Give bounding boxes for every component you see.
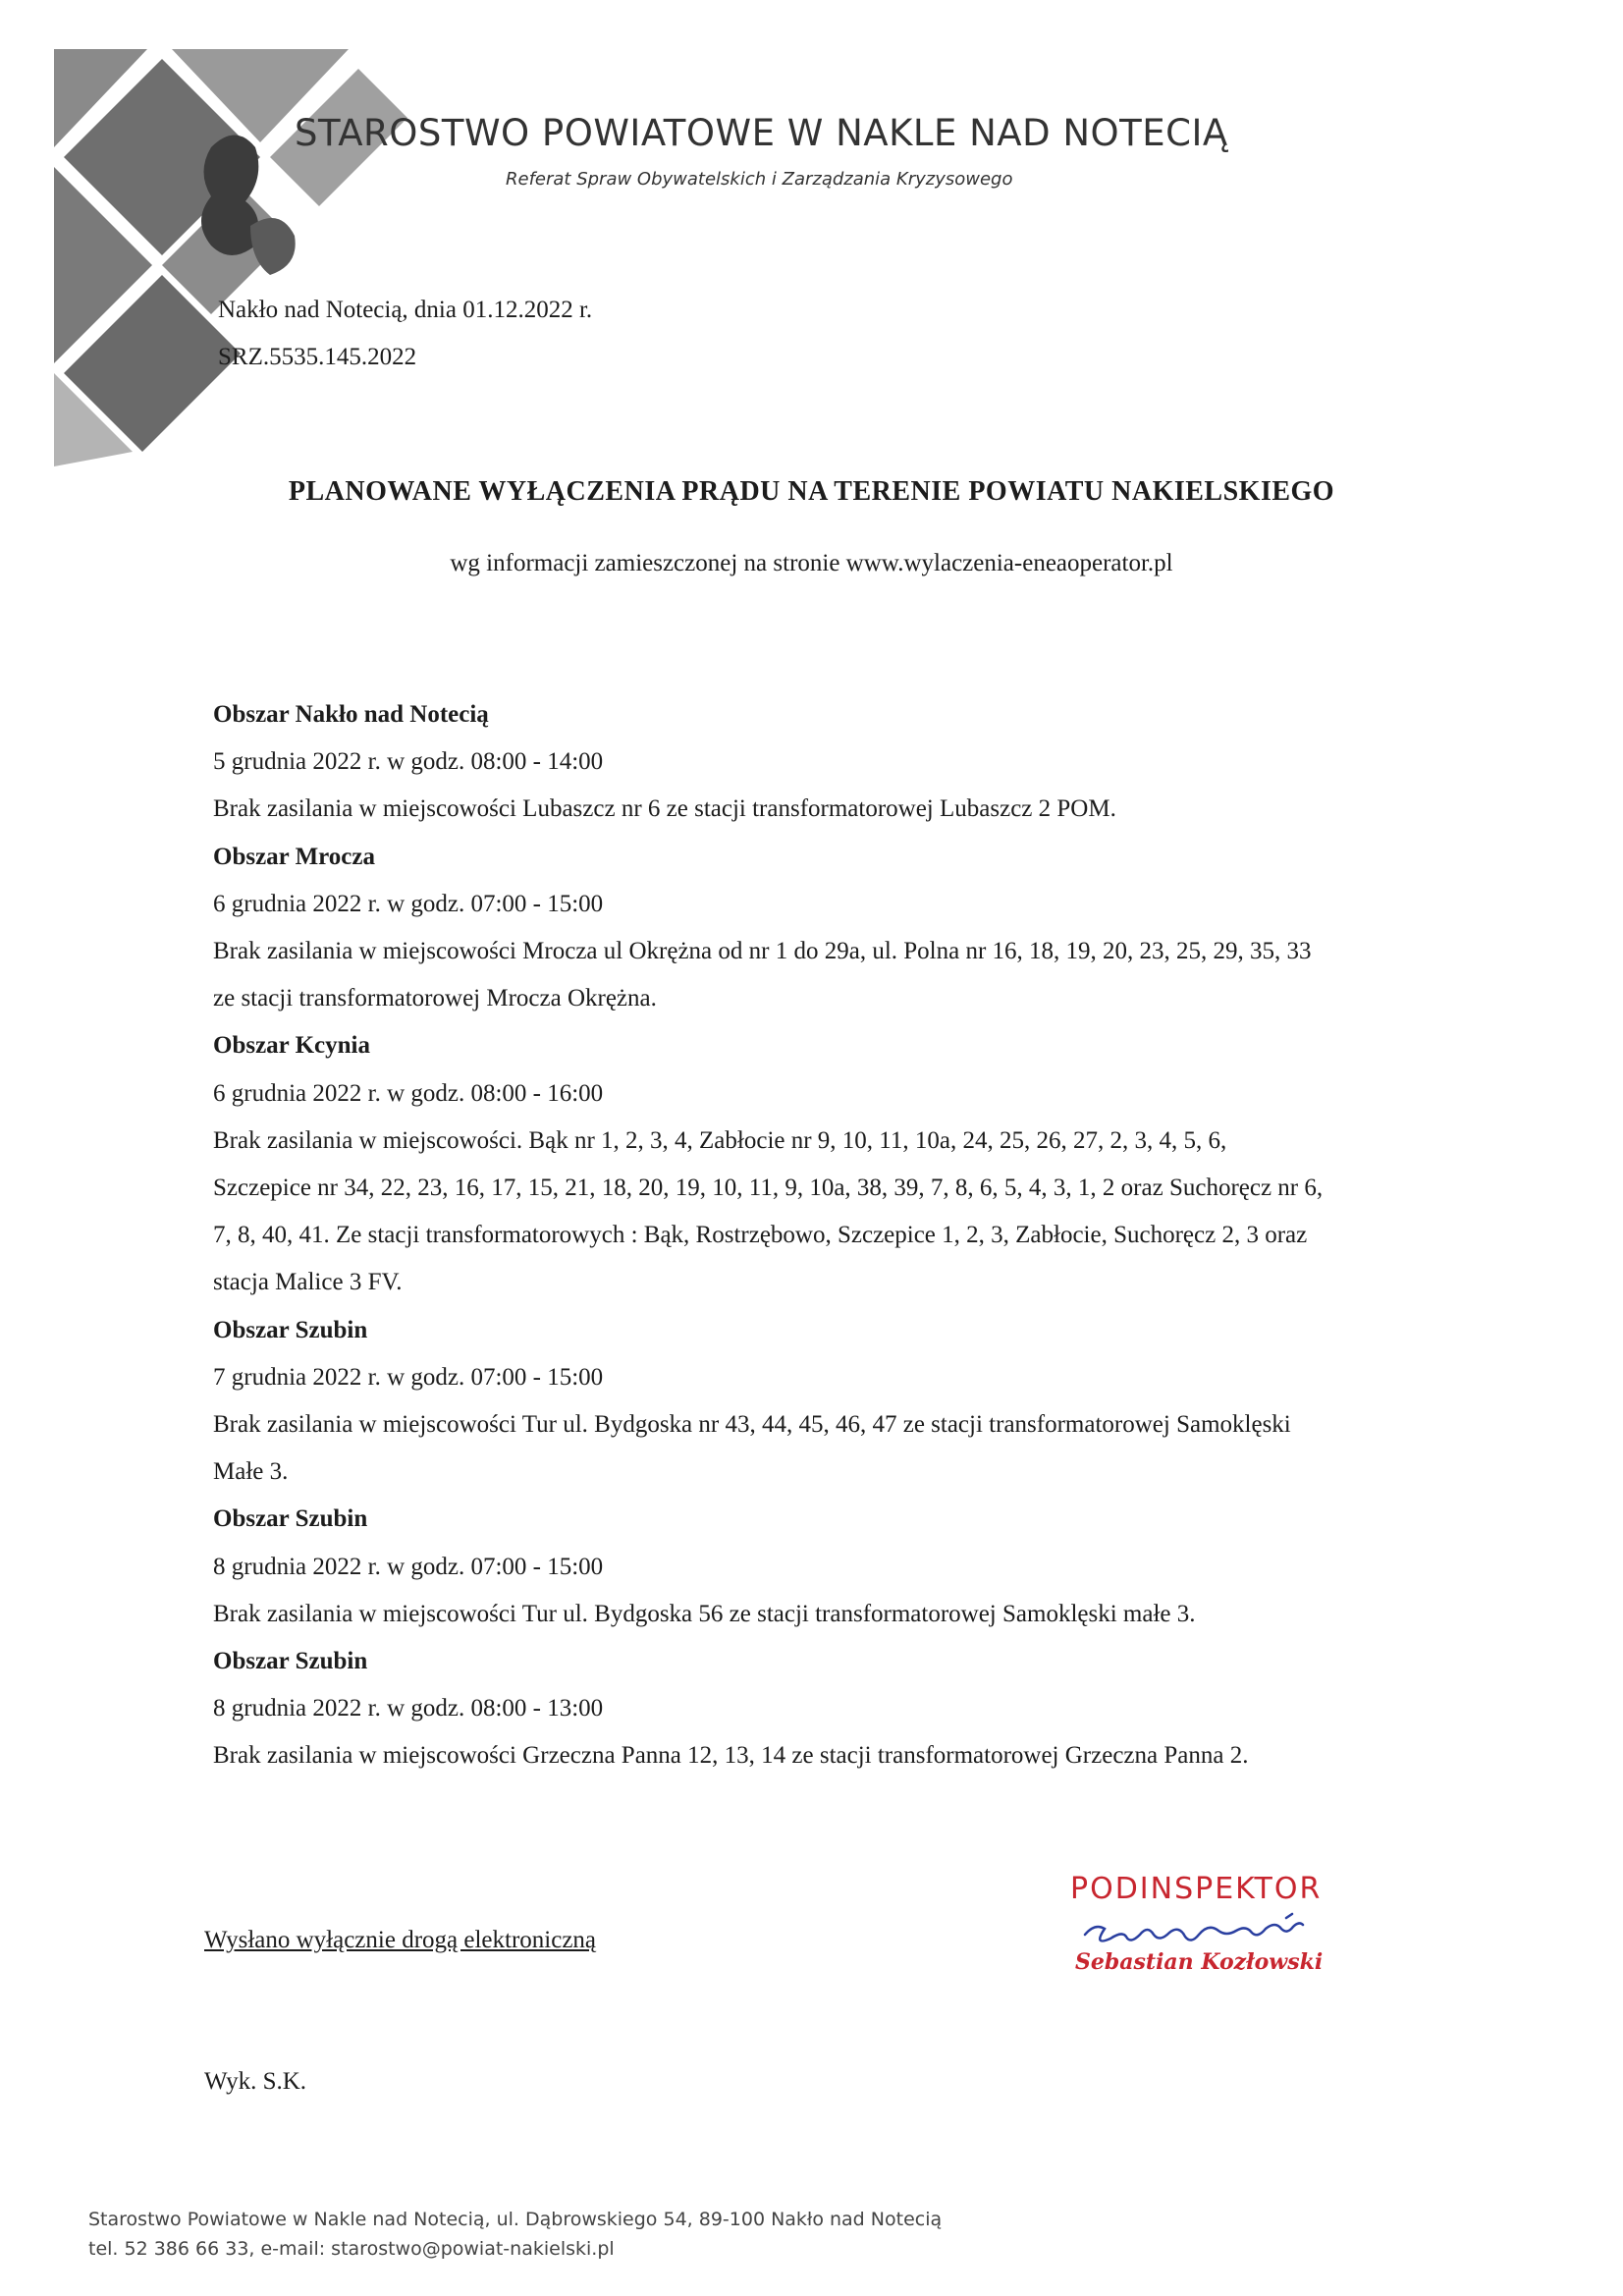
outage-section (213, 691, 1489, 834)
outage-description-line: Brak zasilania w miejscowości Grzeczna Panna 12, 13, 14 ze stacji transformatorowej Grzeczna Panna 2. (213, 1742, 1249, 1770)
institution-name: STAROSTWO POWIATOWE W NAKLE NAD NOTECIĄ (295, 112, 1228, 154)
outage-description-line: 7, 8, 40, 41. Ze stacji transformatorowych : Bąk, Rostrzębowo, Szczepice 1, 2, 3, Zabłocie, Suchoręcz 2, 3 oraz (213, 1222, 1308, 1249)
document-title: PLANOWANE WYŁĄCZENIA PRĄDU NA TERENIE POWIATU NAKIELSKIEGO (288, 476, 1335, 507)
outage-description-line: stacja Malice 3 FV. (213, 1269, 403, 1296)
area-heading: Obszar Szubin (213, 1316, 368, 1343)
outage-description-line: Brak zasilania w miejscowości Mrocza ul Okrężna od nr 1 do 29a, ul. Polna nr 16, 18, 19, 20, 23, 25, 29, 35, 33 (213, 938, 1312, 965)
department-name: Referat Spraw Obywatelskich i Zarządzania Kryzysowego (506, 169, 1013, 190)
area-heading: Obszar Nakło nad Notecią (213, 701, 489, 728)
outage-date-time: 8 grudnia 2022 r. w godz. 08:00 - 13:00 (213, 1695, 604, 1722)
outage-date-time: 8 grudnia 2022 r. w godz. 07:00 - 15:00 (213, 1553, 604, 1580)
outage-description-line: Brak zasilania w miejscowości. Bąk nr 1, 2, 3, 4, Zabłocie nr 9, 10, 11, 10a, 24, 25, 26, 27, 2, 3, 4, 5, 6, (213, 1126, 1227, 1154)
outage-date-time: 5 grudnia 2022 r. w godz. 08:00 - 14:00 (213, 748, 604, 776)
reference-number: SRZ.5535.145.2022 (218, 344, 417, 370)
outage-date-time: 7 grudnia 2022 r. w godz. 07:00 - 15:00 (213, 1363, 604, 1391)
outage-date-time: 6 grudnia 2022 r. w godz. 08:00 - 16:00 (213, 1079, 604, 1107)
place-and-date: Nakło nad Notecią, dnia 01.12.2022 r. (218, 297, 593, 323)
area-heading: Obszar Szubin (213, 1505, 368, 1533)
area-heading: Obszar Szubin (213, 1648, 368, 1675)
outage-section (213, 1307, 1489, 1497)
outage-description-line: Brak zasilania w miejscowości Tur ul. Bydgoska 56 ze stacji transformatorowej Samoklęski małe 3. (213, 1600, 1196, 1627)
outage-date-time: 6 grudnia 2022 r. w godz. 07:00 - 15:00 (213, 890, 604, 917)
outage-description-line: ze stacji transformatorowej Mrocza Okrężna. (213, 985, 657, 1012)
outage-list (213, 691, 1489, 1780)
outage-section (213, 1638, 1489, 1780)
outage-section (213, 834, 1489, 1023)
stamp-title: PODINSPEKTOR (1070, 1872, 1323, 1906)
footer-address (88, 2205, 942, 2264)
area-heading: Obszar Kcynia (213, 1032, 370, 1060)
footer-address-line: Starostwo Powiatowe w Nakle nad Notecią, ul. Dąbrowskiego 54, 89-100 Nakło nad Notecią (88, 2209, 943, 2230)
outage-description-line: Brak zasilania w miejscowości Lubaszcz nr 6 ze stacji transformatorowej Lubaszcz 2 POM. (213, 795, 1116, 823)
outage-description-line: Szczepice nr 34, 22, 23, 16, 17, 15, 21, 18, 20, 19, 10, 11, 9, 10a, 38, 39, 7, 8, 6, 5, 4, 3, 1, 2 oraz Suchoręcz nr 6, (213, 1175, 1324, 1202)
outage-section (213, 1496, 1489, 1638)
prepared-by: Wyk. S.K. (204, 2068, 307, 2095)
outage-description-line: Małe 3. (213, 1458, 289, 1486)
footer-contact-line: tel. 52 386 66 33, e-mail: starostwo@powiat-nakielski.pl (88, 2238, 615, 2260)
signatory-name: Sebastian Kozłowski (1075, 1949, 1324, 1975)
area-heading: Obszar Mrocza (213, 843, 376, 870)
outage-description-line: Brak zasilania w miejscowości Tur ul. Bydgoska nr 43, 44, 45, 46, 47 ze stacji transformatorowej Samoklęski (213, 1411, 1291, 1439)
outage-section (213, 1022, 1489, 1306)
document-subtitle: wg informacji zamieszczonej na stronie www.wylaczenia-eneaoperator.pl (450, 550, 1173, 576)
sent-note: Wysłano wyłącznie drogą elektroniczną (204, 1927, 597, 1953)
